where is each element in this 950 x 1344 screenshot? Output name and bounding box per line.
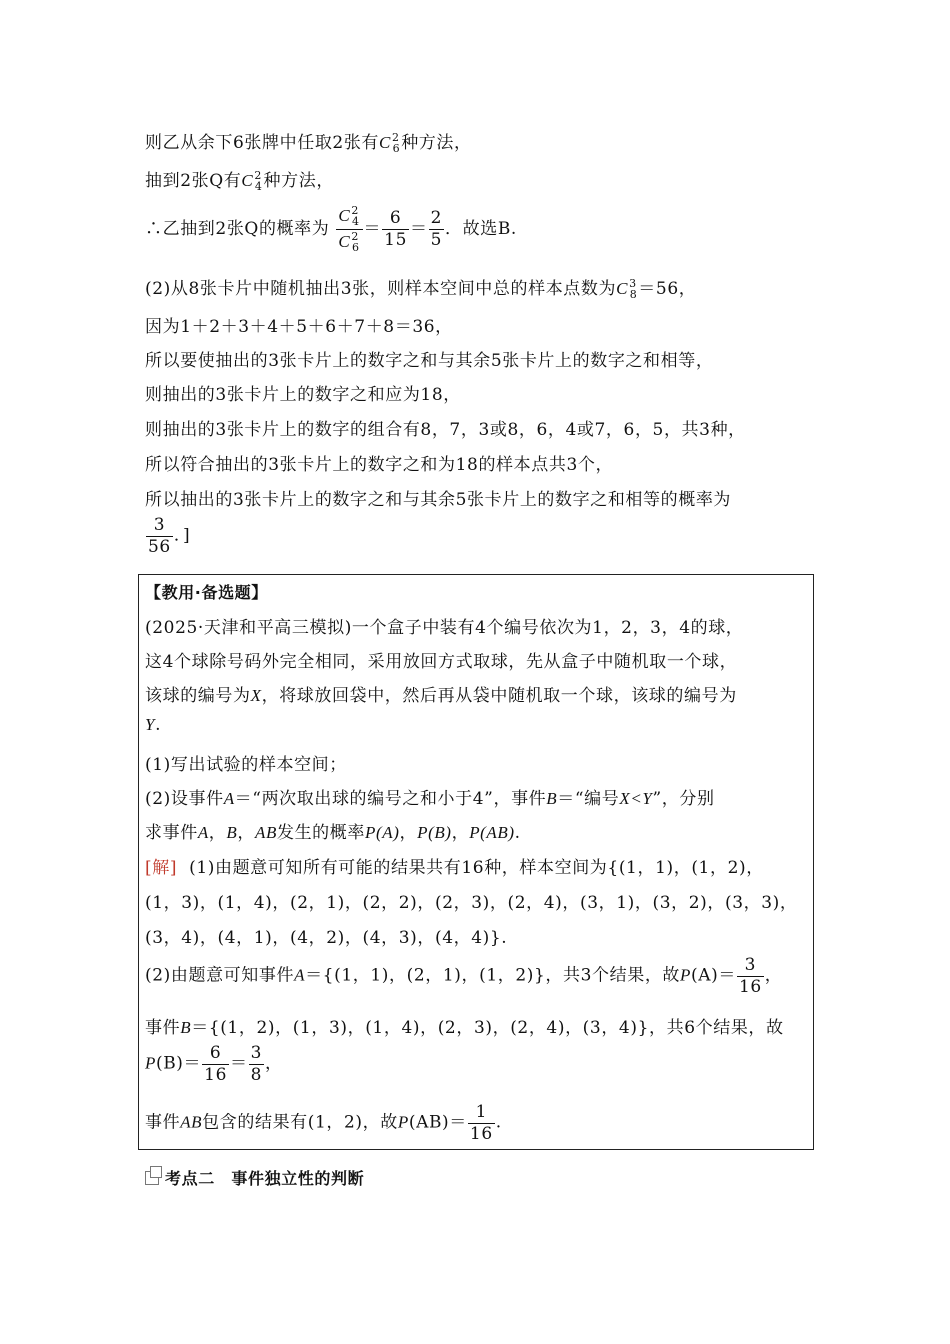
text-line: (2)由题意可知事件A＝{(1，1)，(2，1)，(1，2)}，共3个结果，故P(A)＝ $\frac{3}{16}$ ， <box>145 955 783 997</box>
text-line: (3，4)，(4，1)，(4，2)，(4，3)，(4，4)}. <box>145 928 508 948</box>
text: ．故选B. <box>445 219 517 240</box>
fraction: $\frac{1}{16}$ <box>469 1102 493 1144</box>
superscript: 2 <box>391 131 400 144</box>
section-title: 考点二 事件独立性的判断 <box>165 1169 365 1188</box>
solution-tag: [解] <box>145 858 178 878</box>
text-line: 则抽出的3张卡片上的数字的组合有8，7，3或8，6，4或7，6，5，共3种， <box>145 420 746 440</box>
text-line: (2)从8张卡片中随机抽出3张，则样本空间中总的样本点数为$C^3_8=56$， <box>145 277 697 301</box>
text-line: P(B)＝ $\frac{6}{16}$ ＝ $\frac{3}{8}$ ， <box>145 1043 283 1085</box>
text-line: 求事件A，B，AB发生的概率P(A)，P(B)，P(AB). <box>145 823 521 843</box>
section-marker-icon <box>145 1171 159 1185</box>
text-line <box>145 166 334 193</box>
text: ＝ <box>363 219 382 240</box>
text-line: 这4个球除号码外完全相同，采用放回方式取球，先从盒子中随机取一个球， <box>145 652 738 672</box>
text-line: 所以要使抽出的3张卡片上的数字之和与其余5张卡片上的数字之和相等， <box>145 351 714 371</box>
combination-symbol: C <box>241 171 254 190</box>
text: ＝ <box>410 219 428 240</box>
superscript: 2 <box>254 169 262 182</box>
fraction <box>336 205 362 254</box>
text-line: Y. <box>145 715 162 735</box>
text-line: 则抽出的3张卡片上的数字之和应为18， <box>145 385 461 405</box>
text: ＝56， <box>638 279 697 299</box>
text-line: 因为1＋2＋3＋4＋5＋6＋7＋8＝36， <box>145 317 453 337</box>
subscript: 4 <box>254 180 263 193</box>
fraction: $\frac{3}{8}$ <box>250 1043 263 1085</box>
text-line <box>145 516 190 556</box>
fraction: $\frac{2}{5}$ <box>430 208 443 251</box>
fraction: $\frac{6}{16}$ <box>204 1043 227 1085</box>
fraction: $\frac{6}{15}$ <box>384 208 407 251</box>
text-line: 所以符合抽出的3张卡片上的数字之和为18的样本点共3个， <box>145 455 614 475</box>
text: (2)从8张卡片中随机抽出3张，则样本空间中总的样本点数为 <box>145 279 617 299</box>
text-line <box>145 128 472 155</box>
fraction: $\frac{3}{16}$ <box>738 955 762 997</box>
text-line: 事件B＝{(1，2)，(1，3)，(1，4)，(2，3)，(2，4)，(3，4)}，共6个结果，故 <box>145 1018 784 1038</box>
text: 种方法， <box>401 133 472 153</box>
text: 种方法， <box>263 171 334 191</box>
text-line: (2)设事件A＝“两次取出球的编号之和小于4”，事件B＝“编号X<Y”，分别 <box>145 789 715 809</box>
text: ∴乙抽到2张Q的概率为 <box>145 219 330 240</box>
combination-symbol: C <box>379 133 391 152</box>
text-line: 事件AB包含的结果有(1，2)，故P(AB)＝ $\frac{1}{16}$ . <box>145 1102 502 1144</box>
box-title: 【教用·备选题】 <box>145 583 268 602</box>
text-line: (2025·天津和平高三模拟)一个盒子中装有4个编号依次为1，2，3，4的球， <box>145 618 744 638</box>
text: ．] <box>173 525 191 546</box>
fraction-denominator: $C^2_6$ <box>338 230 360 255</box>
text-line: (1，3)，(1，4)，(2，1)，(2，2)，(2，3)，(2，4)，(3，1)，(3，2)，(3，3)， <box>145 893 798 913</box>
text-line: (1)写出试验的样本空间； <box>145 755 347 775</box>
fraction: $\frac{3}{56}$ <box>148 515 171 557</box>
text-line: [解] (1)由题意可知所有可能的结果共有16种，样本空间为{(1，1)，(1，2)， <box>145 858 764 878</box>
combination-symbol: C <box>616 279 629 298</box>
text-line <box>145 205 517 254</box>
text-line: 所以抽出的3张卡片上的数字之和与其余5张卡片上的数字之和相等的概率为 <box>145 490 732 510</box>
text-line: 该球的编号为X，将球放回袋中，然后再从袋中随机取一个球，该球的编号为 <box>145 686 737 706</box>
text: 抽到2张Q有 <box>145 171 242 191</box>
text: 则乙从余下6张牌中任取2张有 <box>145 133 380 153</box>
section-heading <box>145 1166 364 1189</box>
fraction-numerator: $C^2_4$ <box>336 205 362 230</box>
subscript: 6 <box>392 142 401 155</box>
